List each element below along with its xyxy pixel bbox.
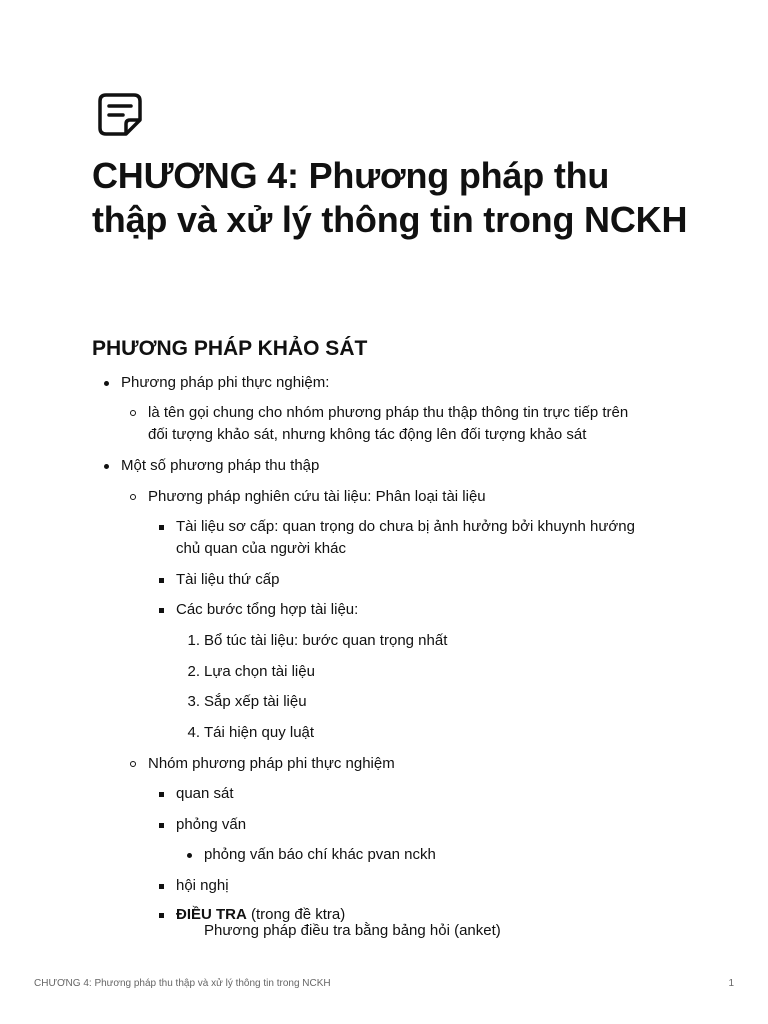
page-number: 1: [728, 978, 734, 989]
list-item: hội nghị: [176, 875, 229, 897]
page-title: CHƯƠNG 4: Phương pháp thu thập và xử lý thông tin trong NCKH: [92, 155, 688, 240]
list-item: Tài liệu sơ cấp: quan trọng do chưa bị ảnh hưởng bởi khuynh hướng: [176, 516, 635, 538]
list-item: ĐIỀU TRA (trong đề ktra): [176, 904, 345, 926]
list-item: là tên gọi chung cho nhóm phương pháp thu thập thông tin trực tiếp trên: [148, 402, 628, 424]
numbered-item: 2. Lựa chọn tài liệu: [187, 663, 315, 680]
list-item: Phương pháp nghiên cứu tài liệu: Phân loại tài liệu: [148, 486, 486, 508]
list-item: Các bước tổng hợp tài liệu:: [176, 599, 358, 621]
numbered-item: 1. Bổ túc tài liệu: bước quan trọng nhất: [187, 632, 448, 649]
footer-title: CHƯƠNG 4: Phương pháp thu thập và xử lý thông tin trong NCKH: [34, 978, 331, 989]
list-item: Phương pháp phi thực nghiệm:: [121, 372, 329, 394]
list-item: quan sát: [176, 783, 234, 805]
list-item: Nhóm phương pháp phi thực nghiệm: [148, 753, 395, 775]
clipped-line: Phương pháp điều tra bằng bảng hỏi (anket): [204, 922, 501, 939]
list-item: phỏng vấn: [176, 814, 246, 836]
numbered-item: 4. Tái hiện quy luật: [187, 724, 315, 741]
list-item: Tài liệu thứ cấp: [176, 569, 279, 591]
list-item: Một số phương pháp thu thập: [121, 455, 319, 477]
section-heading: PHƯƠNG PHÁP KHẢO SÁT: [92, 337, 368, 360]
list-item-continuation: chủ quan của người khác: [176, 540, 346, 557]
list-item: phỏng vấn báo chí khác pvan nckh: [204, 844, 436, 866]
note-icon: [96, 90, 146, 140]
list-item-continuation: đối tượng khảo sát, nhưng không tác động lên đối tượng khảo sát: [148, 426, 587, 443]
numbered-item: 3. Sắp xếp tài liệu: [187, 693, 307, 710]
